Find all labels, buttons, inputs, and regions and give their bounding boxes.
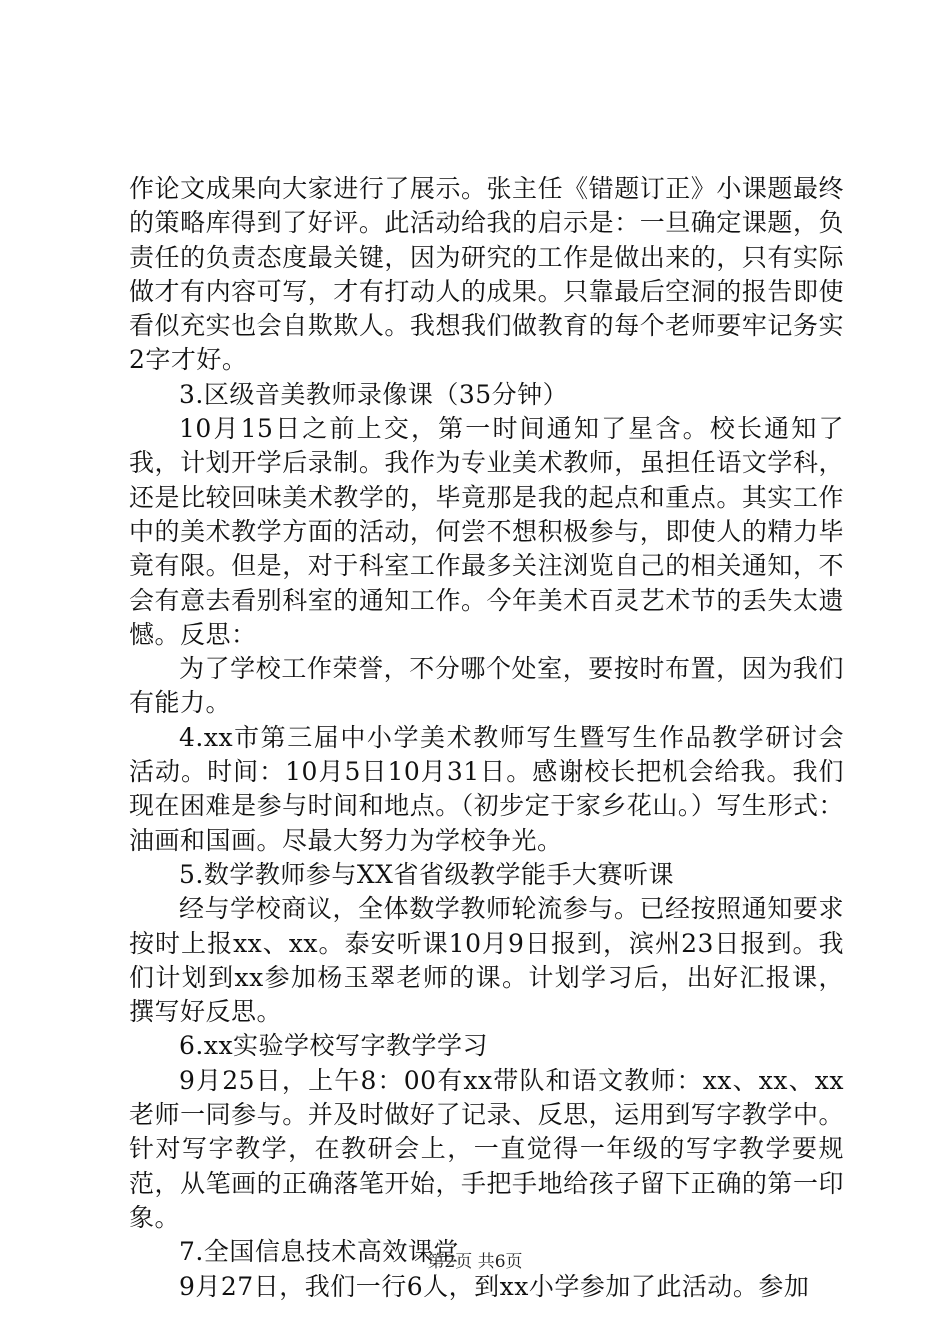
paragraph-continuation: 作论文成果向大家进行了展示。张主任《错题订正》小课题最终的策略库得到了好评。此活动给我的启示是：一旦确定课题，负责任的负责态度最关键，因为研究的工作是做出来的，只有实际做才有内容可写，才有打动人的成果。只靠最后空洞的报告即使看似充实也会自欺欺人。我想我们做教育的每个老师要牢记务实2字才好。 <box>129 174 844 375</box>
paragraph-section-5: 经与学校商议，全体数学教师轮流参与。已经按照通知要求按时上报xx、xx。泰安听课10月9日报到，滨州23日报到。我们计划到xx参加杨玉翠老师的课。计划学习后，出好汇报课，撰写好反思。 <box>129 894 844 1027</box>
section-heading-6: 6.xx实验学校写字教学学习 <box>179 1031 489 1061</box>
paragraph-reflection: 为了学校工作荣誉，不分哪个处室，要按时布置，因为我们有能力。 <box>129 654 844 718</box>
section-heading-5: 5.数学教师参与XX省省级教学能手大赛听课 <box>179 859 674 889</box>
paragraph-section-7: 9月27日，我们一行6人，到xx小学参加了此活动。参加 <box>179 1271 810 1301</box>
paragraph-section-6: 9月25日，上午8：00有xx带队和语文教师：xx、xx、xx老师一同参与。并及时做好了记录、反思，运用到写字教学中。针对写字教学，在教研会上，一直觉得一年级的写字教学要规范，从笔画的正确落笔开始，手把手地给孩子留下正确的第一印象。 <box>129 1065 844 1232</box>
section-heading-7: 7.全国信息技术高效课堂 <box>179 1237 459 1267</box>
page-number: 第2页 共6页 <box>427 1252 523 1272</box>
section-paragraph-4: 4.xx市第三届中小学美术教师写生暨写生作品教学研讨会活动。时间：10月5日10月31日。感谢校长把机会给我。我们现在困难是参与时间和地点。（初步定于家乡花山。）写生形式：油画和国画。尽最大努力为学校争光。 <box>129 722 844 855</box>
paragraph-section-3: 10月15日之前上交，第一时间通知了星含。校长通知了我，计划开学后录制。我作为专业美术教师，虽担任语文学科，还是比较回味美术教学的，毕竟那是我的起点和重点。其实工作中的美术教学方面的活动，何尝不想积极参与，即使人的精力毕竟有限。但是，对于科室工作最多关注浏览自己的相关通知，不会有意去看别科室的通知工作。今年美术百灵艺术节的丢失太遗憾。反思： <box>129 414 844 649</box>
section-heading-3: 3.区级音美教师录像课（35分钟） <box>179 379 569 409</box>
page-footer <box>0 1247 950 1272</box>
document-body <box>129 172 844 1304</box>
